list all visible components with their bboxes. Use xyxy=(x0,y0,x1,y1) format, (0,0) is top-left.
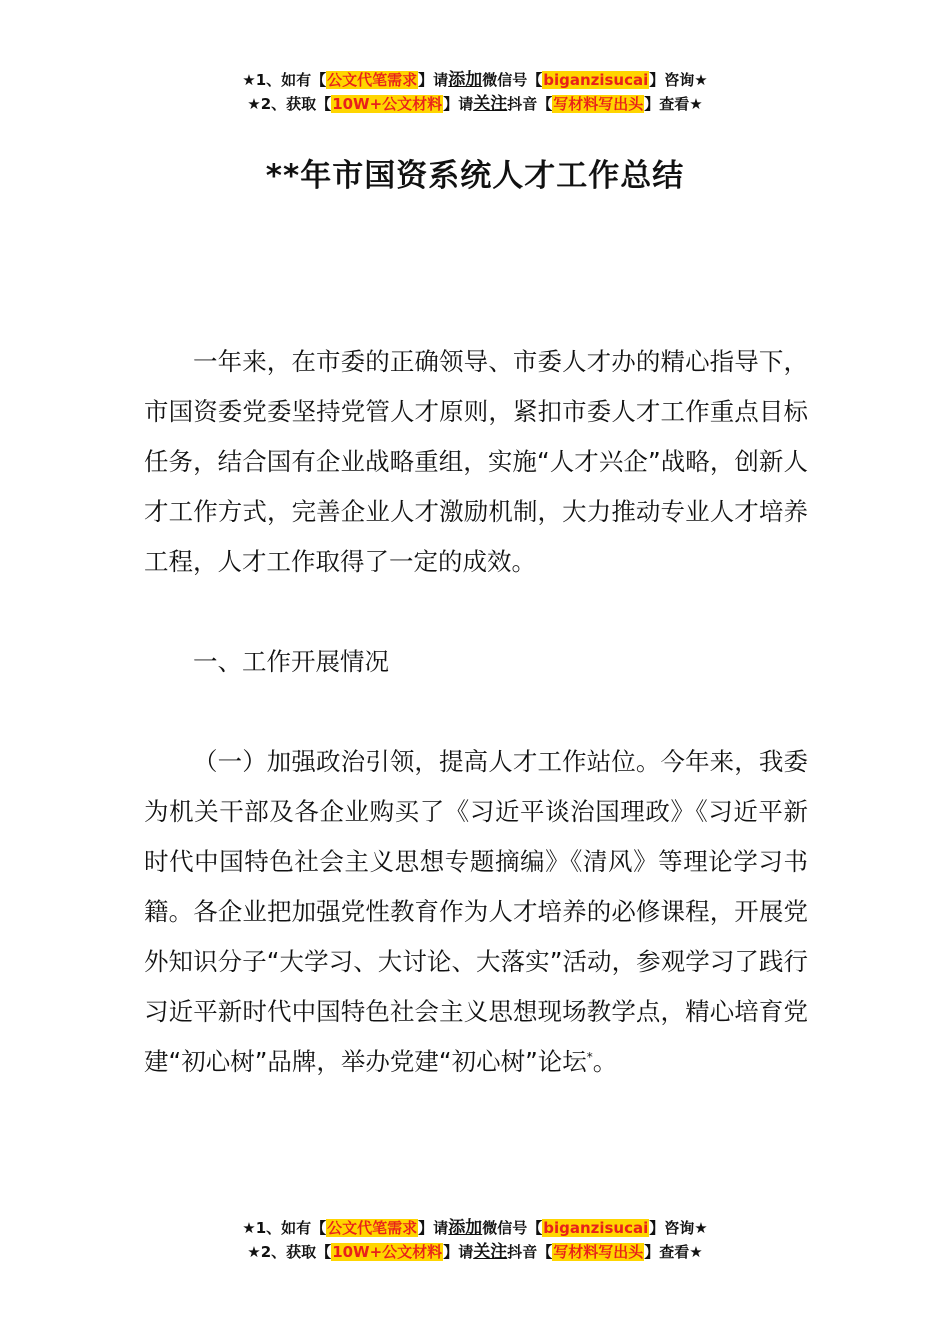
intro-paragraph: 一年来，在市委的正确领导、市委人才办的精心指导下，市国资委党委坚持党管人才原则，紧扣市委人才工作重点目标任务，结合国有企业战略重组，实施“人才兴企”战略，创新人才工作方式，完善企业人才激励机制，大力推动专业人才培养工程，人才工作取得了一定的成效。 xyxy=(144,347,808,576)
banner-highlight-douyin-id: 写材料写出头 xyxy=(553,1243,644,1261)
banner-emphasis: 添加 xyxy=(448,70,483,90)
banner-text: 】请 xyxy=(443,95,474,113)
banner-highlight-materials: 10W+公文材料 xyxy=(332,1243,443,1261)
footer-banner xyxy=(0,1216,950,1264)
banner-text: ★1、如有【 xyxy=(242,1219,327,1237)
banner-text: 微信号【 xyxy=(482,71,543,89)
banner-text: 抖音【 xyxy=(507,95,553,113)
banner-text: 抖音【 xyxy=(507,1243,553,1261)
header-banner xyxy=(0,68,950,116)
footer-banner-line-2 xyxy=(0,1240,950,1264)
section-paragraph-text: （一）加强政治引领，提高人才工作站位。今年来，我委为机关干部及各企业购买了《习近平谈治国理政》《习近平新时代中国特色社会主义思想专题摘编》《清风》等理论学习书籍。各企业把加强党性教育作为人才培养的必修课程，开展党外知识分子“大学习、大讨论、大落实”活动，参观学习了践行习近平新时代中国特色社会主义思想现场教学点，精心培育党建“初心树”品牌，举办党建“初心树”论坛 xyxy=(144,747,808,1076)
header-banner-line-2 xyxy=(0,92,950,116)
banner-emphasis: 添加 xyxy=(448,1218,483,1238)
section-paragraph xyxy=(144,737,808,1087)
header-banner-line-1 xyxy=(0,68,950,92)
banner-text: ★2、获取【 xyxy=(247,1243,332,1261)
banner-highlight-service: 公文代笔需求 xyxy=(327,71,418,89)
section-paragraph-end: 。 xyxy=(592,1047,618,1076)
banner-highlight-douyin-id: 写材料写出头 xyxy=(553,95,644,113)
banner-highlight-wechat-id: biganzisucai xyxy=(543,1219,649,1237)
banner-text: 】请 xyxy=(418,71,449,89)
footnote-mark: * xyxy=(586,1049,593,1064)
banner-text: 】查看★ xyxy=(644,1243,703,1261)
banner-highlight-service: 公文代笔需求 xyxy=(327,1219,418,1237)
section-heading: 一、工作开展情况 xyxy=(193,647,389,676)
banner-text: 】请 xyxy=(418,1219,449,1237)
banner-text: 微信号【 xyxy=(482,1219,543,1237)
banner-emphasis: 关注 xyxy=(473,94,508,114)
banner-text: 】请 xyxy=(443,1243,474,1261)
banner-text: 】查看★ xyxy=(644,95,703,113)
banner-text: ★2、获取【 xyxy=(247,95,332,113)
document-title: **年市国资系统人才工作总结 xyxy=(265,158,685,194)
banner-text: ★1、如有【 xyxy=(242,71,327,89)
banner-highlight-wechat-id: biganzisucai xyxy=(543,71,649,89)
banner-text: 】咨询★ xyxy=(649,1219,708,1237)
footer-banner-line-1 xyxy=(0,1216,950,1240)
banner-highlight-materials: 10W+公文材料 xyxy=(332,95,443,113)
banner-emphasis: 关注 xyxy=(473,1242,508,1262)
banner-text: 】咨询★ xyxy=(649,71,708,89)
